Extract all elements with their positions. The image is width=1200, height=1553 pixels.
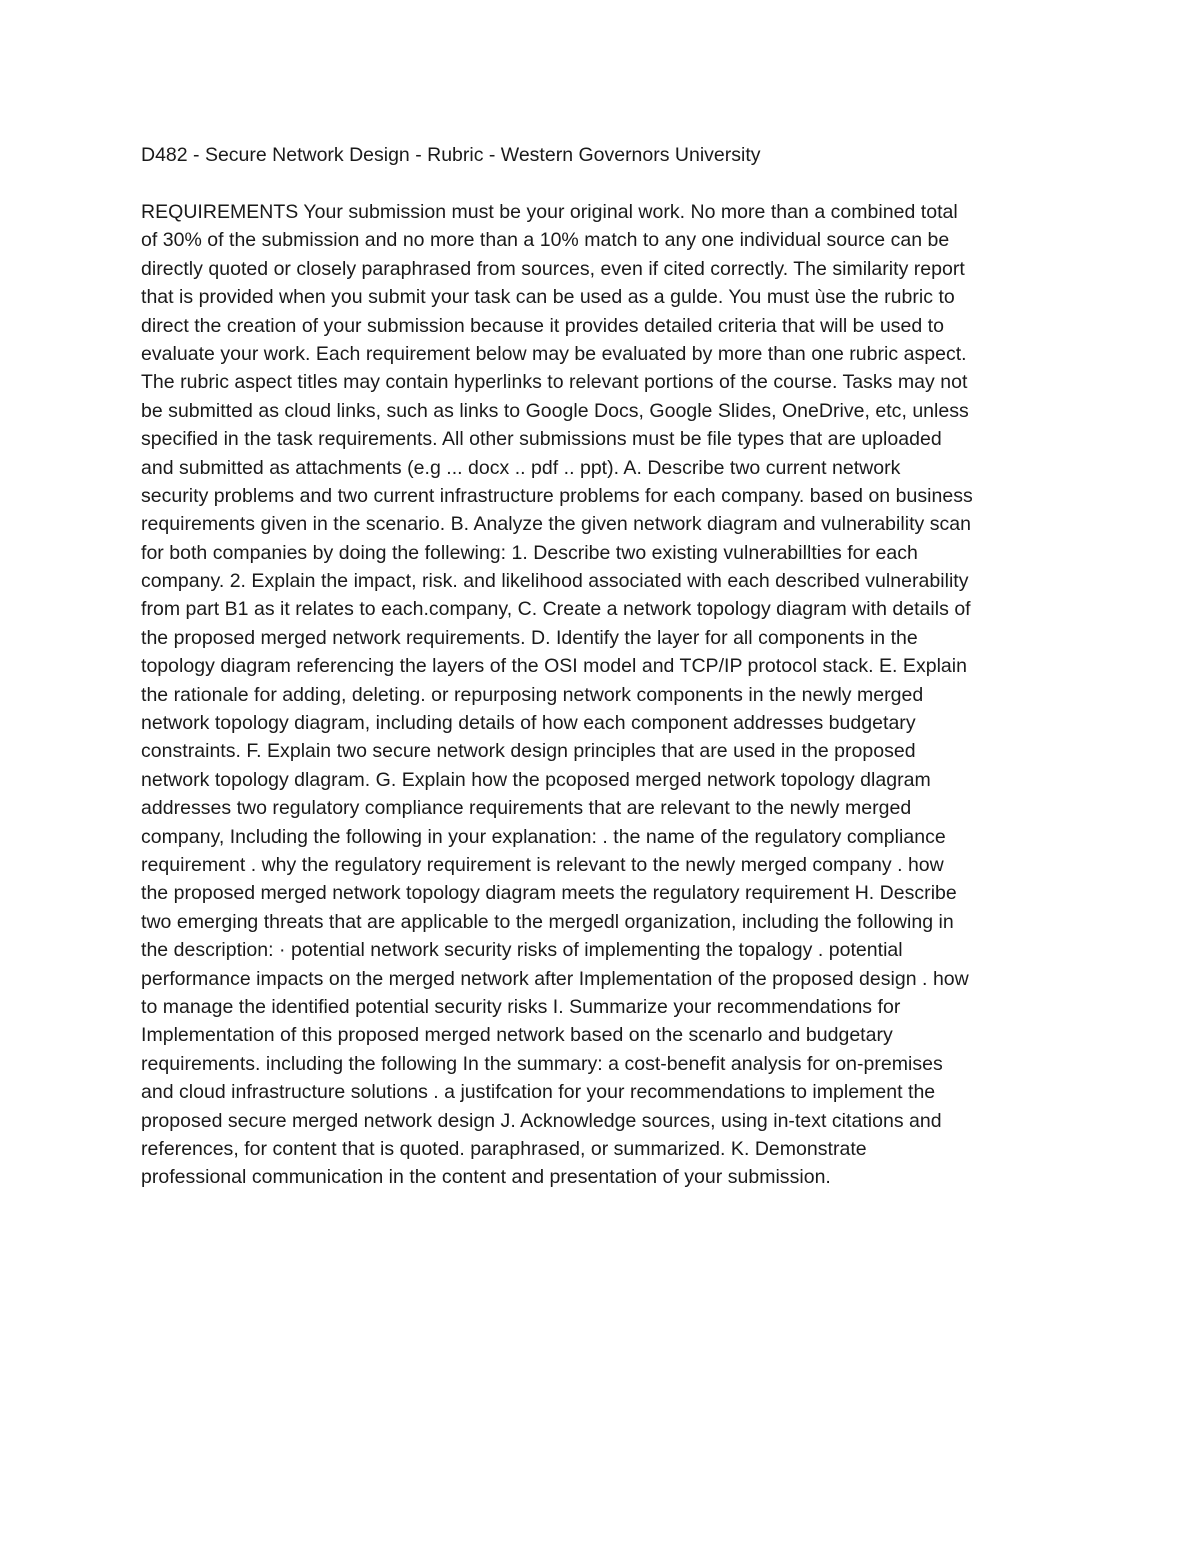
- body-text-line: the rationale for adding, deleting. or repurposing network components in the newly merged: [141, 683, 924, 706]
- body-text-line: and cloud infrastructure solutions . a justifcation for your recommendations to implement the: [141, 1081, 936, 1104]
- body-text-line: security problems and two current infrastructure problems for each company. based on business: [141, 484, 973, 507]
- body-text-line: constraints. F. Explain two secure network design principles that are used in the proposed: [141, 740, 916, 763]
- body-text-line: requirements. including the following In the summary: a cost-benefit analysis for on-premises: [141, 1052, 943, 1075]
- body-text-line: and submitted as attachments (e.g ... docx .. pdf .. ppt). A. Describe two current network: [141, 456, 901, 479]
- body-text-line: evaluate your work. Each requirement below may be evaluated by more than one rubric aspect.: [141, 342, 967, 365]
- body-text-line: two emerging threats that are applicable to the mergedl organization, including the following in: [141, 910, 954, 933]
- body-text-line: the description: · potential network security risks of implementing the topalogy . potential: [141, 939, 903, 962]
- body-text-line: to manage the identified potential security risks I. Summarize your recommendations for: [141, 995, 901, 1018]
- body-text-line: directly quoted or closely paraphrased from sources, even if cited correctly. The similarity report: [141, 257, 965, 280]
- body-text-line: proposed secure merged network design J. Acknowledge sources, using in-text citations and: [141, 1109, 942, 1132]
- body-text-line: REQUIREMENTS Your submission must be your original work. No more than a combined total: [141, 201, 958, 223]
- body-text-line: the proposed merged network requirements. D. Identify the layer for all components in the: [141, 626, 918, 649]
- body-text-line: performance impacts on the merged network after Implementation of the proposed design . how: [141, 967, 969, 990]
- body-text-line: direct the creation of your submission because it provides detailed criteria that will be used to: [141, 314, 944, 337]
- body-text-line: network topology diagram, including details of how each component addresses budgetary: [141, 712, 916, 735]
- body-text-line: topology diagram referencing the layers of the OSI model and TCP/IP protocol stack. E. Explain: [141, 655, 968, 678]
- body-text-line: addresses two regulatory compliance requirements that are relevant to the newly merged: [141, 797, 912, 820]
- body-text-line: requirement . why the regulatory requirement is relevant to the newly merged company . how: [141, 853, 944, 876]
- body-text-line: professional communication in the content and presentation of your submission.: [141, 1166, 831, 1189]
- body-text-line: Implementation of this proposed merged network based on the scenarlo and budgetary: [141, 1024, 893, 1047]
- body-text-line: company, Including the following in your explanation: . the name of the regulatory compliance: [141, 825, 946, 848]
- body-text-line: from part B1 as it relates to each.company, C. Create a network topology diagram with details of: [141, 598, 971, 621]
- body-text-line: that is provided when you submit your task can be used as a gulde. You must ùse the rubric to: [141, 286, 955, 309]
- body-text-line: network topology dlagram. G. Explain how the pcoposed merged network topology dlagram: [141, 768, 931, 791]
- body-text-line: specified in the task requirements. All other submissions must be file types that are uploaded: [141, 428, 942, 451]
- body-text-line: company. 2. Explain the impact, risk. and likelihood associated with each described vulnerability: [141, 570, 969, 593]
- document-body: [141, 198, 1076, 1192]
- body-text-line: the proposed merged network topology diagram meets the regulatory requirement H. Describe: [141, 882, 957, 905]
- body-text-line: requirements given in the scenario. B. Analyze the given network diagram and vulnerability scan: [141, 513, 972, 536]
- body-text-line: references, for content that is quoted. paraphrased, or summarized. K. Demonstrate: [141, 1137, 867, 1160]
- body-text-line: be submitted as cloud links, such as links to Google Docs, Google Slides, OneDrive, etc, unless: [141, 399, 969, 422]
- body-text-line: of 30% of the submission and no more than a 10% match to any one individual source can be: [141, 229, 950, 252]
- body-text-line: The rubric aspect titles may contain hyperlinks to relevant portions of the course. Tasks may not: [141, 371, 968, 394]
- body-text-line: for both companies by doing the follewing: 1. Describe two existing vulnerabillties for each: [141, 541, 918, 564]
- document-title: D482 - Secure Network Design - Rubric - Western Governors University: [141, 144, 761, 166]
